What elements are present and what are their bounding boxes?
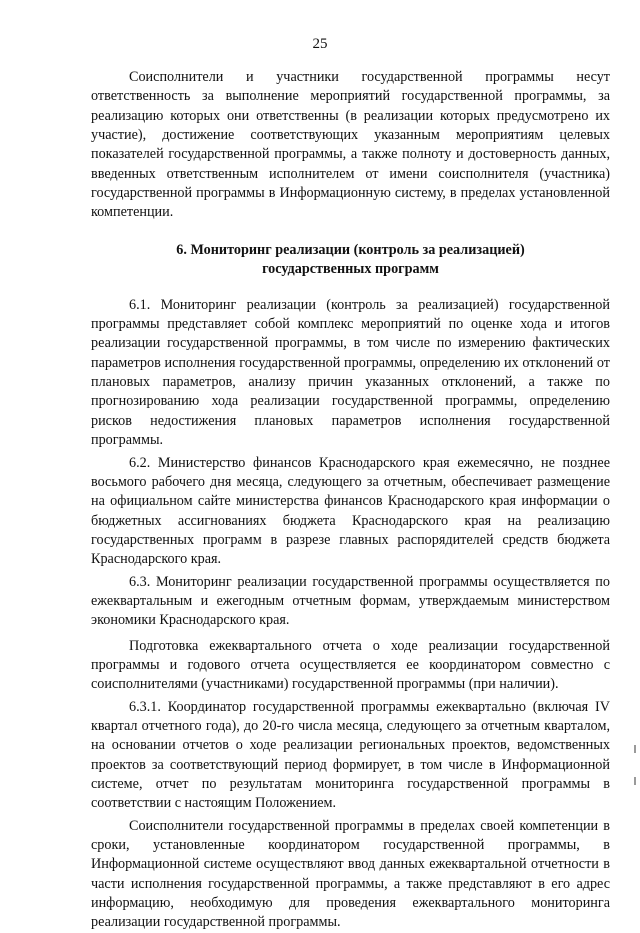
document-body (91, 68, 610, 933)
intro-paragraph: Соисполнители и участники государственной программы несут ответственность за выполнение мероприятий государственной программы, за реализацию которых они ответственны (в реализации которых предусмотрено их участие), достижение соответствующих указанным мероприятиям целевых показателей государственной программы, а также полноту и достоверность данных, введенных ответственным исполнителем от имени соисполнителя (участника) государственной программы в Информационную систему, в пределах установленной компетенции. (91, 69, 610, 221)
scan-mark (634, 745, 636, 753)
paragraph-6-3: 6.3. Мониторинг реализации государственной программы осуществляется по ежеквартальным и ежегодным отчетным формам, утверждаемым министерством экономики Краснодарского края. (91, 573, 610, 629)
paragraph-coexecutors: Соисполнители государственной программы в пределах своей компетенции в сроки, установленные координатором государственной программы, в Информационной системе осуществляют ввод данных ежеквартальной отчетности в части исполнения государственной программы, а также представляют в его адрес информацию, необходимую для проведения ежеквартального мониторинга реализации государственной программы. (91, 817, 610, 931)
page-number: 25 (312, 36, 328, 52)
section-title-line-2: государственных программ (262, 260, 439, 277)
section-title (91, 241, 610, 279)
paragraph-6-3-1: 6.3.1. Координатор государственной программы ежеквартально (включая IV квартал отчетного года), до 20-го числа месяца, следующего за отчетным кварталом, на основании отчетов о ходе реализации региональных проектов, ведомственных проектов за соответствующий период формирует, в том числе в Информационной системе, отчет по результатам мониторинга государственной программы в соответствии с настоящим Положением. (91, 698, 610, 812)
scan-margin-marks (633, 745, 637, 835)
paragraph-quarterly-report: Подготовка ежеквартального отчета о ходе реализации государственной программы и годового отчета осуществляется ее координатором совместно с соисполнителями (участниками) государственной программы (при наличии). (91, 637, 610, 693)
section-title-line-1: 6. Мониторинг реализации (контроль за реализацией) (176, 241, 525, 258)
paragraph-6-2: 6.2. Министерство финансов Краснодарского края ежемесячно, не позднее восьмого рабочего дня месяца, следующего за отчетным, обеспечивает размещение на официальном сайте министерства финансов Краснодарского края информации о бюджетных ассигнованиях бюджета Краснодарского края на реализацию государственных программ в разрезе главных распорядителей средств бюджета Краснодарского края. (91, 454, 610, 568)
paragraph-6-1: 6.1. Мониторинг реализации (контроль за реализацией) государственной программы представляет собой комплекс мероприятий по оценке хода и итогов реализации государственной программы, в том числе по измерению фактических параметров исполнения государственной программы, определению их отклонений от плановых параметров, анализу причин указанных отклонений, а также по прогнозированию хода реализации государственной программы, определению рисков недостижения плановых параметров исполнения государственной программы. (91, 296, 610, 449)
scan-mark (634, 777, 636, 785)
